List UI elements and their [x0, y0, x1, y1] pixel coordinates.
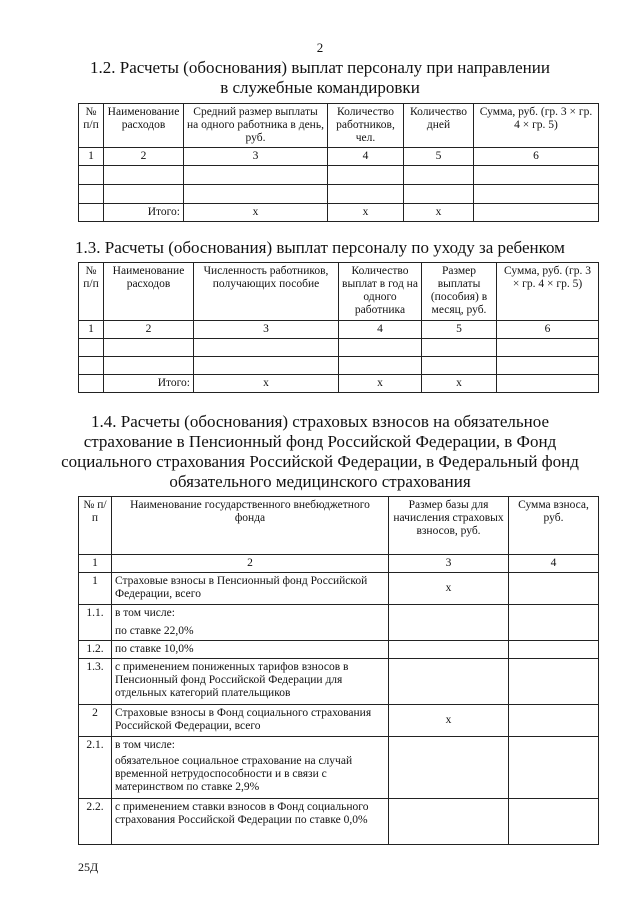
column-number: 2 — [112, 555, 389, 573]
column-number: 1 — [79, 148, 104, 166]
row-text: с применением пониженных тарифов взносов в Пенсионный фонд Российской Федерации для отдельных категорий плательщиков — [115, 661, 349, 699]
table-header-row — [79, 104, 599, 148]
header-cell: Количество дней — [404, 104, 474, 148]
row-text: обязательное социальное страхование на случай временной нетрудоспособности и в связи с материнством по ставке 2,9% — [115, 755, 353, 793]
insurance-contributions-table — [78, 496, 599, 845]
row-number: 1 — [79, 573, 112, 605]
header-cell: Размер выплаты (пособия) в месяц, руб. — [422, 263, 497, 321]
row-label — [112, 641, 389, 659]
x-mark: x — [389, 573, 509, 605]
column-number-row — [79, 321, 599, 339]
section-1-3-title: 1.3. Расчеты (обоснования) выплат персоналу по уходу за ребенком — [75, 238, 565, 257]
row-text: Страховые взносы в Фонд социального страхования Российской Федерации, всего — [115, 707, 372, 732]
header-cell: Наименование государственного внебюджетного фонда — [112, 497, 389, 555]
header-cell: Наименование расходов — [104, 263, 194, 321]
header-cell: Сумма взноса, руб. — [509, 497, 599, 555]
header-cell: № п/п — [79, 263, 104, 321]
section-1-4-title-line: социального страхования Российской Федерации, в Федеральный фонд — [61, 452, 579, 471]
table-header-row — [79, 263, 599, 321]
row-text: с применением ставки взносов в Фонд социального страхования Российской Федерации по ставке 0,0% — [115, 801, 369, 826]
column-number: 3 — [389, 555, 509, 573]
row-text: по ставке 22,0% — [115, 625, 194, 637]
section-1-2-title — [0, 58, 640, 98]
section-1-4-title-line: страхование в Пенсионный фонд Российской Федерации, в Фонд — [83, 432, 557, 451]
column-number: 3 — [184, 148, 328, 166]
row-text: Страховые взносы в Пенсионный фонд Российской Федерации, всего — [115, 575, 368, 600]
section-1-2-title-line: 1.2. Расчеты (обоснования) выплат персоналу при направлении — [90, 58, 550, 77]
total-row — [79, 375, 599, 393]
column-number: 1 — [79, 555, 112, 573]
column-number: 5 — [404, 148, 474, 166]
total-row — [79, 204, 599, 222]
table-header-row — [79, 497, 599, 555]
childcare-payments-table — [78, 262, 599, 393]
column-number: 5 — [422, 321, 497, 339]
page-number: 2 — [316, 40, 324, 55]
table-row — [79, 605, 599, 641]
row-number: 1.3. — [79, 659, 112, 705]
column-number: 1 — [79, 321, 104, 339]
column-number: 4 — [509, 555, 599, 573]
header-cell: Средний размер выплаты на одного работника в день, руб. — [184, 104, 328, 148]
x-mark: x — [389, 705, 509, 737]
row-label — [112, 799, 389, 845]
header-cell: Наименование расходов — [104, 104, 184, 148]
row-text: в том числе: — [115, 739, 175, 751]
column-number-row — [79, 555, 599, 573]
header-cell: Количество выплат в год на одного работника — [339, 263, 422, 321]
table-row — [79, 641, 599, 659]
column-number: 6 — [474, 148, 599, 166]
header-cell: Численность работников, получающих пособие — [194, 263, 339, 321]
total-label: Итого: — [104, 204, 184, 222]
column-number-row — [79, 148, 599, 166]
row-text: по ставке 10,0% — [115, 643, 194, 655]
total-label: Итого: — [104, 375, 194, 393]
header-cell: № п/п — [79, 104, 104, 148]
table-row — [79, 659, 599, 705]
header-cell: Количество работников, чел. — [328, 104, 404, 148]
x-mark: x — [184, 204, 328, 222]
x-mark: x — [422, 375, 497, 393]
header-cell: Размер базы для начисления страховых взносов, руб. — [389, 497, 509, 555]
x-mark: x — [339, 375, 422, 393]
x-mark: x — [194, 375, 339, 393]
section-1-2-title-line: в служебные командировки — [220, 78, 420, 97]
form-code: 25Д — [78, 860, 99, 874]
row-label — [112, 573, 389, 605]
header-cell: № п/п — [79, 497, 112, 555]
table-row — [79, 185, 599, 204]
row-number: 2 — [79, 705, 112, 737]
row-label — [112, 737, 389, 799]
x-mark: x — [404, 204, 474, 222]
column-number: 4 — [339, 321, 422, 339]
table-row — [79, 166, 599, 185]
row-number: 1.1. — [79, 605, 112, 641]
table-row — [79, 573, 599, 605]
table-row — [79, 799, 599, 845]
column-number: 2 — [104, 321, 194, 339]
section-1-4-title-line: обязательного медицинского страхования — [169, 472, 471, 491]
table-row — [79, 339, 599, 357]
header-cell: Сумма, руб. (гр. 3 × гр. 4 × гр. 5) — [497, 263, 599, 321]
row-number: 2.1. — [79, 737, 112, 799]
section-1-4-title — [0, 412, 640, 492]
row-text: в том числе: — [115, 607, 175, 619]
header-cell: Сумма, руб. (гр. 3 × гр. 4 × гр. 5) — [474, 104, 599, 148]
table-row — [79, 357, 599, 375]
row-label — [112, 605, 389, 641]
row-label — [112, 659, 389, 705]
column-number: 3 — [194, 321, 339, 339]
table-row — [79, 705, 599, 737]
x-mark: x — [328, 204, 404, 222]
row-number: 2.2. — [79, 799, 112, 845]
row-number: 1.2. — [79, 641, 112, 659]
column-number: 6 — [497, 321, 599, 339]
travel-expenses-table — [78, 103, 599, 222]
row-label — [112, 705, 389, 737]
section-1-4-title-line: 1.4. Расчеты (обоснования) страховых взносов на обязательное — [91, 412, 549, 431]
column-number: 4 — [328, 148, 404, 166]
column-number: 2 — [104, 148, 184, 166]
table-row — [79, 737, 599, 799]
